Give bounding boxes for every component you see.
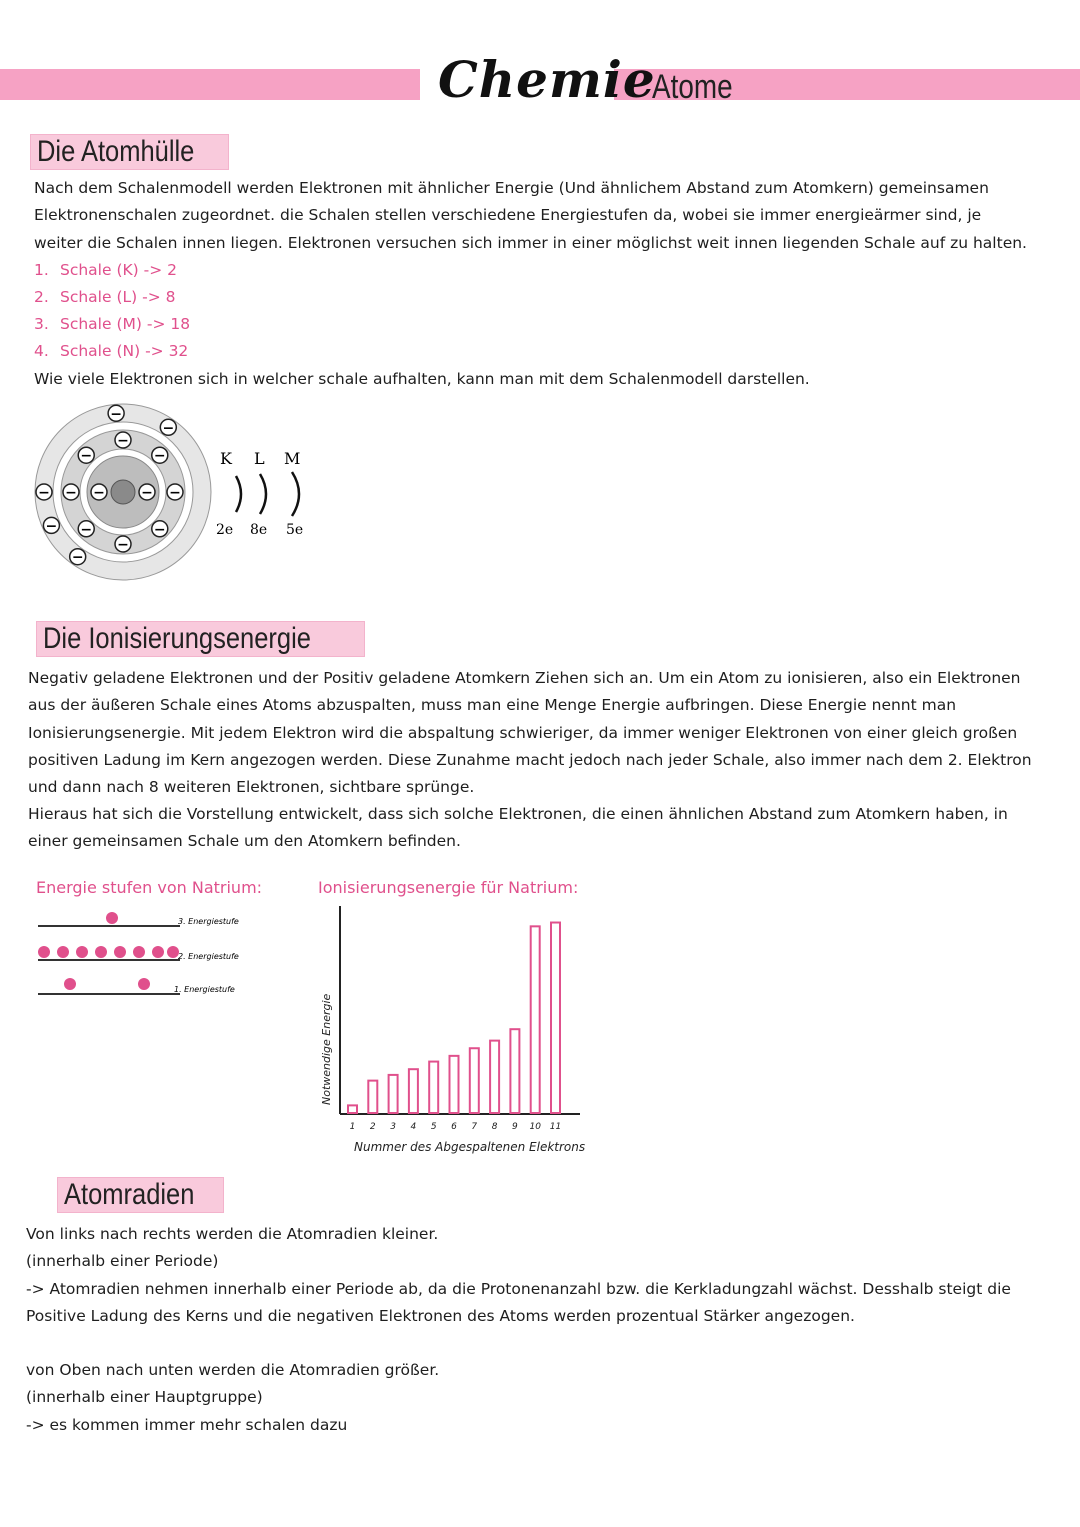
chart-tick-label: 2 [369, 1122, 376, 1132]
section-title-atomhuelle: Die Atomhülle [30, 134, 229, 170]
energy-levels-diagram [30, 900, 270, 1010]
atomradien-line: (innerhalb einer Hauptgruppe) [26, 1388, 263, 1407]
chart-tick-label: 6 [451, 1122, 457, 1132]
shell-count-k: 2e [216, 522, 234, 538]
header-band-left [0, 69, 420, 100]
shell-arc-m [292, 472, 299, 516]
electron-dot [106, 912, 118, 924]
chart-bar [510, 1029, 519, 1113]
chart-title: Ionisierungsenergie für Natrium: [318, 878, 579, 897]
chart-tick-label: 10 [529, 1122, 541, 1132]
atom-shell-diagram [28, 398, 328, 588]
electron-dot [57, 946, 69, 958]
chart-ylabel: Notwendige Energie [320, 993, 333, 1105]
energy-levels-title: Energie stufen von Natrium: [36, 878, 263, 897]
list-item: 1. Schale (K) -> 2 [34, 261, 178, 279]
topic-title: Atome [652, 68, 733, 106]
atomradien-line: (innerhalb einer Periode) [26, 1252, 219, 1271]
chart-tick-label: 5 [430, 1122, 437, 1132]
section-title-ionisierungsenergie: Die Ionisierungsenergie [36, 621, 365, 657]
electron-minus-sign: − [93, 485, 105, 501]
shell-label-k: K [220, 449, 232, 468]
schalenmodell-closing: Wie viele Elektronen sich in welcher schale aufhalten, kann man mit dem Schalenmodell darstellen. [34, 370, 810, 388]
chart-bar [551, 923, 560, 1113]
electron-dot [64, 978, 76, 990]
ionisierung-paragraph-1: Negativ geladene Elektronen und der Positiv geladene Atomkern Ziehen sich an. Um ein Atom zu ionisieren, also ein Elektronen aus der äußeren Schale eines Atoms abzuspalten, muss man eine Menge Energie aufbringen. Diese Energie nennt man Ionisierungsenergie. Mit jedem Elektron wird die abspaltung schwieriger, da immer weniger Elektronen von einer gleich großen positiven Ladung im Kern angezogen werden. Diese Zunahme macht jedoch nach jeder Schale, also immer nach dem 2. Elektron und dann nach 8 weiteren Elektronen, sichtbare sprünge. [28, 669, 1032, 797]
chart-tick-label: 8 [491, 1122, 498, 1132]
chart-bar [531, 926, 540, 1113]
electron-minus-sign: − [110, 406, 122, 423]
energy-level-label-2: 2. Energiestufe [178, 952, 239, 961]
atomradien-line: -> es kommen immer mehr schalen dazu [26, 1415, 348, 1434]
electron-minus-sign: − [38, 485, 50, 501]
electron-minus-sign: − [169, 485, 181, 501]
electron-minus-sign: − [162, 420, 175, 437]
electron-minus-sign: − [71, 549, 84, 566]
electron-minus-sign: − [45, 518, 58, 535]
chart-tick-label: 11 [549, 1122, 562, 1132]
ionization-chart [310, 900, 630, 1162]
shell-arc-l [260, 474, 266, 514]
chart-bar [368, 1081, 377, 1113]
atomhuelle-paragraph: Nach dem Schalenmodell werden Elektronen mit ähnlicher Energie (Und ähnlichem Abstand zum Atomkern) gemeinsamen Elektronenschalen zugeordnet. die Schalen stellen verschiedene Energiestufen da, wobei sie immer energieärmer sind, je weiter die Schalen innen liegen. Elektronen versuchen sich immer in einer möglichst weit innen liegenden Schale auf zu halten. [34, 179, 1027, 252]
electron-dot [38, 946, 50, 958]
shell-list [34, 257, 190, 365]
chart-bar [429, 1062, 438, 1113]
chart-bar [389, 1075, 398, 1113]
chart-bar [450, 1056, 459, 1113]
electron-dot [114, 946, 126, 958]
electron-minus-sign: − [65, 485, 77, 501]
list-item: 3. Schale (M) -> 18 [34, 315, 191, 333]
chart-bar [490, 1041, 499, 1113]
electron-minus-sign: − [80, 521, 93, 538]
electron-dot [95, 946, 107, 958]
electron-minus-sign: − [117, 433, 129, 449]
chart-tick-label: 4 [410, 1122, 417, 1132]
shell-label-l: L [254, 449, 265, 468]
chart-bar [409, 1069, 418, 1113]
shell-count-l: 8e [250, 522, 268, 538]
electron-minus-sign: − [141, 485, 153, 501]
chart-tick-label: 9 [512, 1122, 518, 1132]
chart-bar [348, 1105, 357, 1113]
ionisierung-paragraph-2: Hieraus hat sich die Vorstellung entwickelt, dass sich solche Elektronen, die einen ähnlichen Abstand zum Atomkern haben, in einer gemeinsamen Schale um den Atomkern befinden. [28, 805, 1008, 851]
list-item: 4. Schale (N) -> 32 [34, 342, 189, 360]
chart-xlabel: Nummer des Abgespaltenen Elektrons [354, 1140, 586, 1154]
electron-dot [133, 946, 145, 958]
energy-level-label-3: 3. Energiestufe [178, 917, 239, 926]
list-item: 2. Schale (L) -> 8 [34, 288, 176, 306]
chart-tick-label: 3 [390, 1122, 396, 1132]
electron-dot [152, 946, 164, 958]
subject-title: Chemie [438, 50, 656, 109]
atomradien-line: Von links nach rechts werden die Atomradien kleiner. [26, 1225, 439, 1243]
shell-count-m: 5e [286, 522, 304, 538]
electron-minus-sign: − [80, 448, 93, 465]
atomradien-line: von Oben nach unten werden die Atomradien größer. [26, 1361, 440, 1379]
energy-level-label-1: 1. Energiestufe [174, 985, 235, 994]
chart-bar [470, 1048, 479, 1113]
atomradien-line: -> Atomradien nehmen innerhalb einer Periode ab, da die Protonenanzahl bzw. die Kerkladungzahl wächst. Desshalb steigt die Positive Ladung des Kerns und die negativen Elektronen des Atoms werden prozentual Stärker angezogen. [26, 1279, 1011, 1325]
atom-nucleus [111, 480, 135, 504]
electron-minus-sign: − [153, 521, 166, 538]
chart-tick-label: 7 [471, 1122, 478, 1132]
electron-minus-sign: − [117, 537, 129, 553]
atomradien-block-2 [26, 1357, 1026, 1439]
chart-tick-label: 1 [349, 1122, 356, 1132]
shell-label-m: M [284, 449, 301, 468]
atomradien-block-1 [26, 1221, 1026, 1330]
electron-minus-sign: − [153, 448, 166, 465]
electron-dot [138, 978, 150, 990]
electron-dot [76, 946, 88, 958]
section-title-atomradien: Atomradien [57, 1177, 224, 1213]
shell-arc-k [236, 476, 241, 512]
